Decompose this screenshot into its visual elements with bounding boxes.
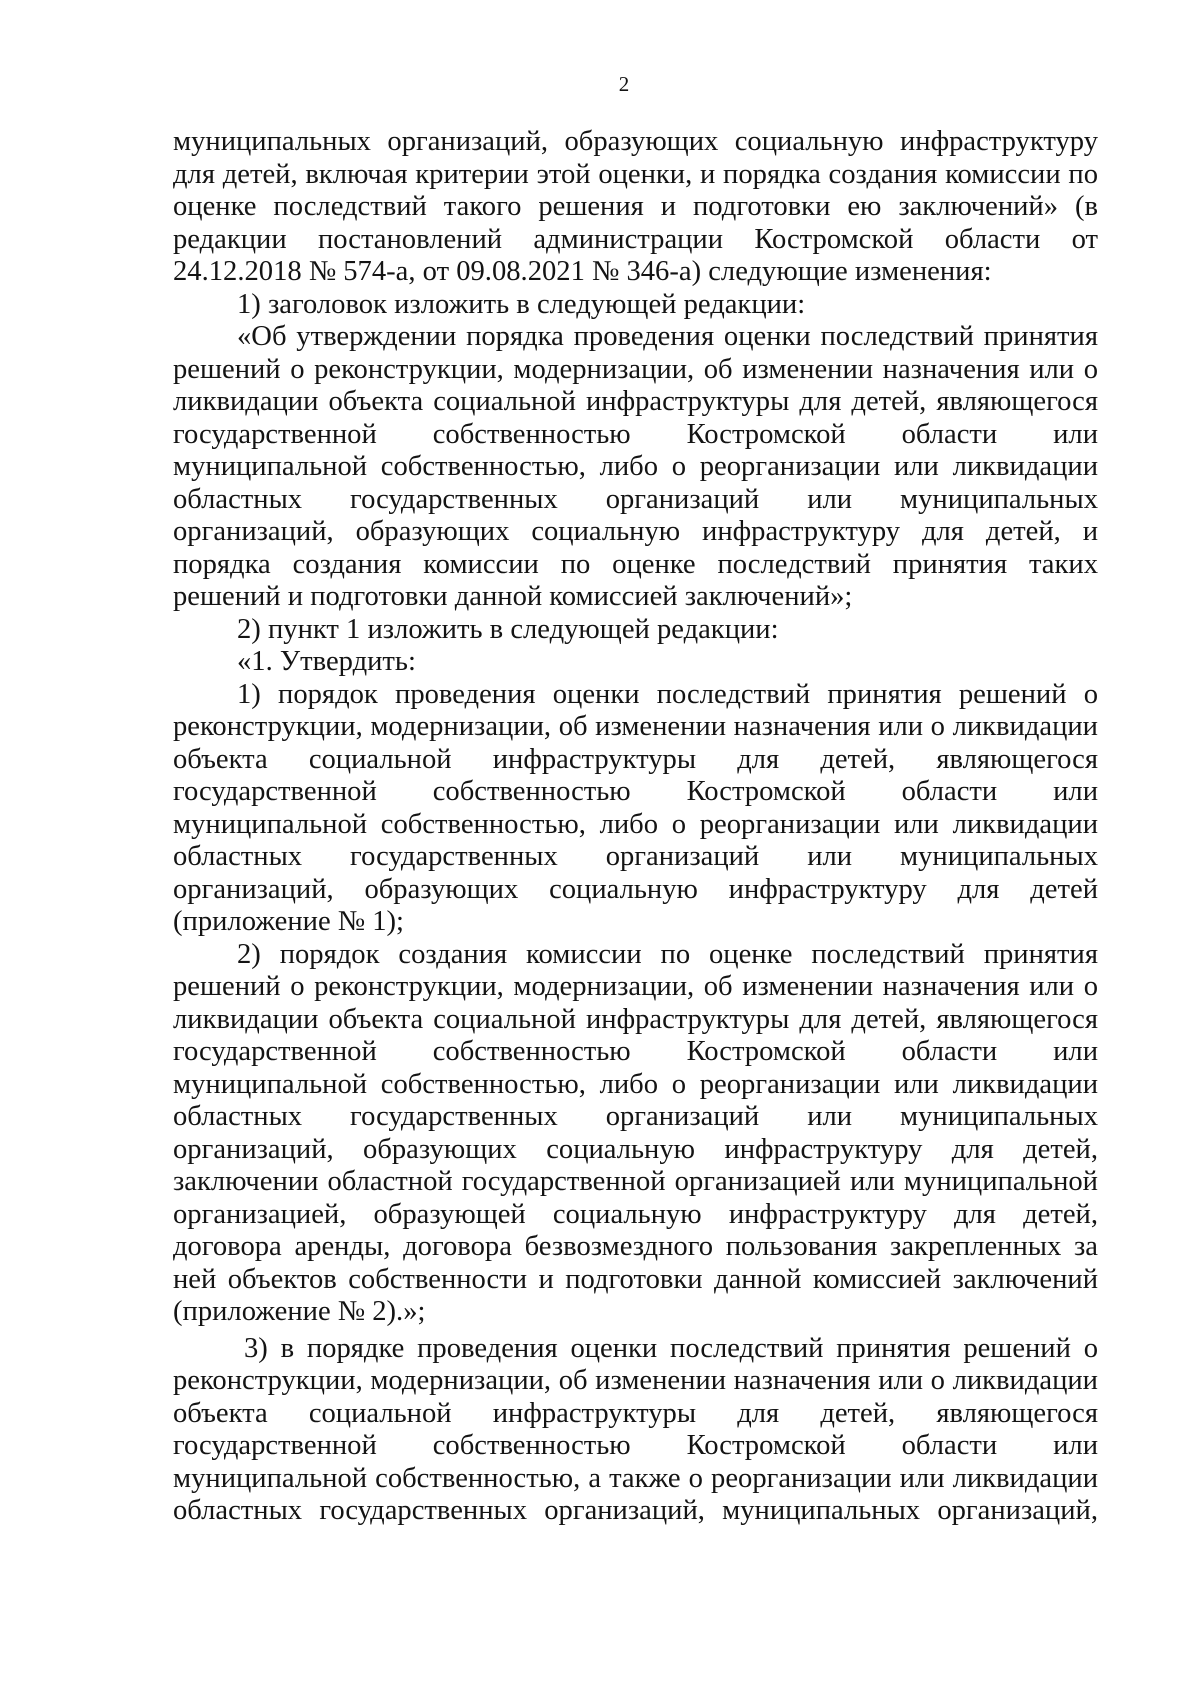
paragraph-item-2: 2) пункт 1 изложить в следующей редакции: xyxy=(237,613,779,645)
paragraph-new-title: «Об утверждении порядка проведения оценки последствий принятия решений о реконструкции, модернизации, об изменении назначения или о ликвидации объекта социальной инфраструктуры для детей, являющегося государственной собственностью Костромской области или муниципальной собственностью, либо о реорганизации или ликвидации областных государственных организаций или муниципальных организаций, образующих социальную инфраструктуру для детей, и порядка создания комиссии по оценке последствий принятия таких решений и подготовки данной комиссией заключений»; xyxy=(173,321,1098,612)
paragraph-item-3: 3) в порядке проведения оценки последствий принятия решений о реконструкции, модернизации, об изменении назначения или о ликвидации объекта социальной инфраструктуры для детей, являющегося государственной собственностью Костромской области или муниципальной собственностью, а также о реорганизации или ликвидации областных государственных организаций, муниципальных организаций, xyxy=(173,1332,1098,1526)
page-number: 2 xyxy=(618,72,630,96)
paragraph-continuation: муниципальных организаций, образующих социальную инфраструктуру для детей, включая критерии этой оценки, и порядка создания комиссии по оценке последствий такого решения и подготовки ею заключений» (в редакции постановлений администрации Костромской области от 24.12.2018 № 574-а, от 09.08.2021 № 346-а) следующие изменения: xyxy=(173,126,1098,287)
paragraph-subitem-2: 2) порядок создания комиссии по оценке последствий принятия решений о реконструкции, модернизации, об изменении назначения или о ликвидации объекта социальной инфраструктуры для детей, являющегося государственной собственностью Костромской области или муниципальной собственностью, либо о реорганизации или ликвидации областных государственных организаций или муниципальных организаций, образующих социальную инфраструктуру для детей, заключении областной государственной организацией или муниципальной организацией, образующей социальную инфраструктуру для детей, договора аренды, договора безвозмездного пользования закрепленных за ней объектов собственности и подготовки данной комиссией заключений (приложение № 2).»; xyxy=(173,938,1098,1327)
paragraph-item-1: 1) заголовок изложить в следующей редакции: xyxy=(237,288,806,320)
paragraph-approve: «1. Утвердить: xyxy=(237,646,416,677)
paragraph-subitem-1: 1) порядок проведения оценки последствий принятия решений о реконструкции, модернизации, об изменении назначения или о ликвидации объекта социальной инфраструктуры для детей, являющегося государственной собственностью Костромской области или муниципальной собственностью, либо о реорганизации или ликвидации областных государственных организаций или муниципальных организаций, образующих социальную инфраструктуру для детей (приложение № 1); xyxy=(173,678,1098,937)
document-body xyxy=(173,126,1098,1528)
